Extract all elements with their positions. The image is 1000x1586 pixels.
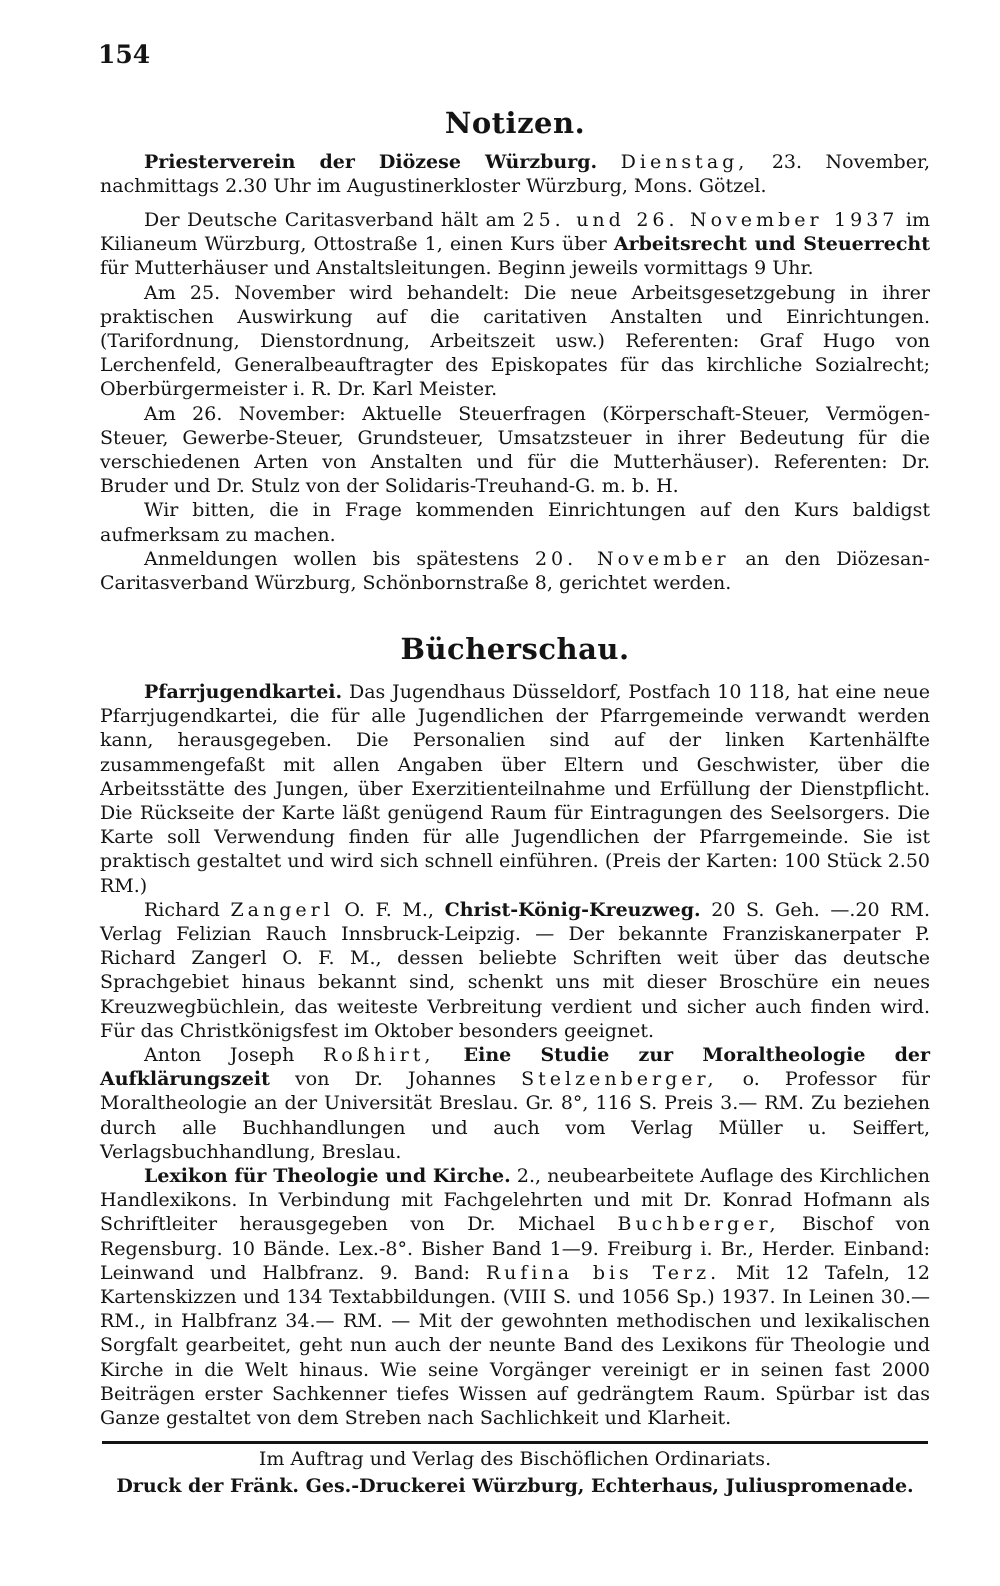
notice-text: im Kilianeum Würzburg, Ottostraße 1, einen Kurs über (100, 209, 930, 256)
notice-text: Der Deutsche Caritasverband hält am (144, 209, 523, 231)
review-entry (100, 1164, 930, 1430)
review-text: Bischof von Regensburg. 10 Bände. Lex.-8°. Bisher Band 1—9. Freiburg i. Br., Herder. Einband: Leinwand und Halbfranz. 9. Band: (100, 1213, 930, 1284)
review-text: 20 S. Geh. —.20 RM. Verlag Felizian Rauch Innsbruck-Leipzig. — Der bekannte Franziskanerpater P. Richard Zangerl O. F. M., dessen beliebte Schriften weit über das deutsche Sprachgebiet hinaus bekannt sind, schenkt uns mit dieser Broschüre ein neues Kreuzwegbüchlein, das weiteste Verbreitung verdient und sicher auch finden wird. Für das Christkönigsfest im Oktober besonders geeignet. (100, 898, 930, 1042)
spaced-text: Rufina bis Terz. (485, 1261, 721, 1284)
review-title: Eine Studie zur Moraltheologie der Aufklärungszeit (100, 1044, 930, 1091)
review-title: Pfarrjugendkartei. (144, 681, 343, 703)
review-title: Christ-König-Kreuzweg. (444, 898, 701, 921)
review-entry (100, 898, 930, 1043)
section-title-buecherschau: Bücherschau. (400, 632, 630, 666)
spaced-text: Dienstag, (620, 151, 749, 173)
spaced-text: 20. November (534, 547, 730, 570)
notice-text: an den Diözesan-Caritasverband Würzburg, Schönbornstraße 8, gerichtet werden. (100, 547, 930, 595)
review-text: o. Professor für Moraltheologie an der Universität Breslau. Gr. 8°, 116 S. Preis 3.— RM. Zu beziehen durch alle Buchhandlungen und auch vom Verlag Müller u. Seiffert, Verlagsbuchhandlung, Breslau. (100, 1068, 930, 1163)
review-text: von Dr. Johannes (269, 1068, 522, 1091)
printer-line: Druck der Fränk. Ges.-Druckerei Würzburg, Echterhaus, Juliuspromenade. (116, 1475, 914, 1497)
review-text: O. F. M., (333, 898, 445, 921)
review-text: 2., neubearbeitete Auflage des Kirchlichen Handlexikons. In Verbindung mit Fachgelehrten und mit Dr. Konrad Hofmann als Schriftleiter herausgegeben von Dr. Michael (100, 1165, 930, 1236)
review-text: Anton Joseph (144, 1044, 323, 1067)
review-entry (100, 680, 930, 898)
notice-priesterverein (100, 150, 930, 198)
review-entry (100, 1043, 930, 1164)
paragraph: Am 26. November: Aktuelle Steuerfragen (Körperschaft-Steuer, Vermögen-Steuer, Gewerbe-Steuer, Grundsteuer, Umsatzsteuer in ihrer Bedeutung für die verschiedenen Arten von Anstalten und für die Mutterhäuser). Referenten: Dr. Bruder und Dr. Stulz von der Solidaris-Treuhand-G. m. b. H. (100, 402, 930, 498)
review-title: Lexikon für Theologie und Kirche. (144, 1165, 511, 1188)
notice-caritas (100, 208, 930, 595)
imprint-line: Im Auftrag und Verlag des Bischöflichen Ordinariats. (258, 1448, 772, 1470)
footer-divider (102, 1441, 928, 1444)
bold-text: Arbeitsrecht und Steuerrecht (613, 233, 930, 256)
notice-text: für Mutterhäuser und Anstaltsleitungen. Beginn jeweils vormittags 9 Uhr. (100, 257, 814, 280)
section-title-notizen: Notizen. (444, 106, 586, 140)
notice-text: 23. November, nachmittags 2.30 Uhr im Augustinerkloster Würzburg, Mons. Götzel. (100, 151, 931, 198)
author-name: Roßhirt, (322, 1044, 435, 1067)
notice-text: Anmeldungen wollen bis spätestens (144, 547, 535, 570)
review-text: Das Jugendhaus Düsseldorf, Postfach 10 118, hat eine neue Pfarrjugendkartei, die für alle Jugendlichen der Pfarrgemeinde verwandt werden kann, herausgegeben. Die Personalien sind auf der linken Kartenhälfte zusammengefaßt mit allen Angaben über Eltern und Geschwister, über die Arbeitsstätte des Jungen, über Exerzitienteilnahme und Erfüllung der Dienstpflicht. Die Rückseite der Karte läßt genügend Raum für Eintragungen des Seelsorgers. Die Karte soll Verwendung finden für alle Jugendlichen der Pfarrgemeinde. Sie ist praktisch gestaltet und wird sich schnell einführen. (Preis der Karten: 100 Stück 2.50 RM.) (100, 681, 930, 897)
author-name: Stelzenberger, (521, 1068, 718, 1091)
review-text: Mit 12 Tafeln, 12 Kartenskizzen und 134 Textabbildungen. (VIII S. und 1056 Sp.) 1937. In Leinen 30.— RM., in Halbfranz 34.— RM. — Mit der gewohnten methodischen und lexikalischen Sorgfalt gearbeitet, geht nun auch der neunte Band des Lexikons für Theologie und Kirche in die Welt hinaus. Wie seine Vorgänger vereinigt er in seinen fast 2000 Beiträgen erster Sachkenner tiefes Wissen auf gedrängtem Raum. Spürbar ist das Ganze gestaltet von dem Streben nach Sachlichkeit und Klarheit. (100, 1261, 930, 1430)
notice-title: Priesterverein der Diözese Würzburg. (144, 151, 598, 173)
book-reviews (100, 680, 930, 1430)
author-name: Buchberger, (617, 1213, 780, 1236)
paragraph: Am 25. November wird behandelt: Die neue Arbeitsgesetzgebung in ihrer praktischen Auswirkung auf die caritativen Anstalten und Einrichtungen. (Tarifordnung, Dienstordnung, Arbeitszeit usw.) Referenten: Graf Hugo von Lerchenfeld, Generalbeauftragter des Episkopates für das kirchliche Sozialrecht; Oberbürgermeister i. R. Dr. Karl Meister. (100, 281, 930, 401)
page-number: 154 (98, 40, 151, 69)
author-name: Zangerl (230, 898, 334, 921)
spaced-text: 25. und 26. November 1937 (522, 209, 899, 231)
review-text: Richard (144, 898, 231, 921)
paragraph: Wir bitten, die in Frage kommenden Einrichtungen auf den Kurs baldigst aufmerksam zu machen. (100, 499, 930, 546)
